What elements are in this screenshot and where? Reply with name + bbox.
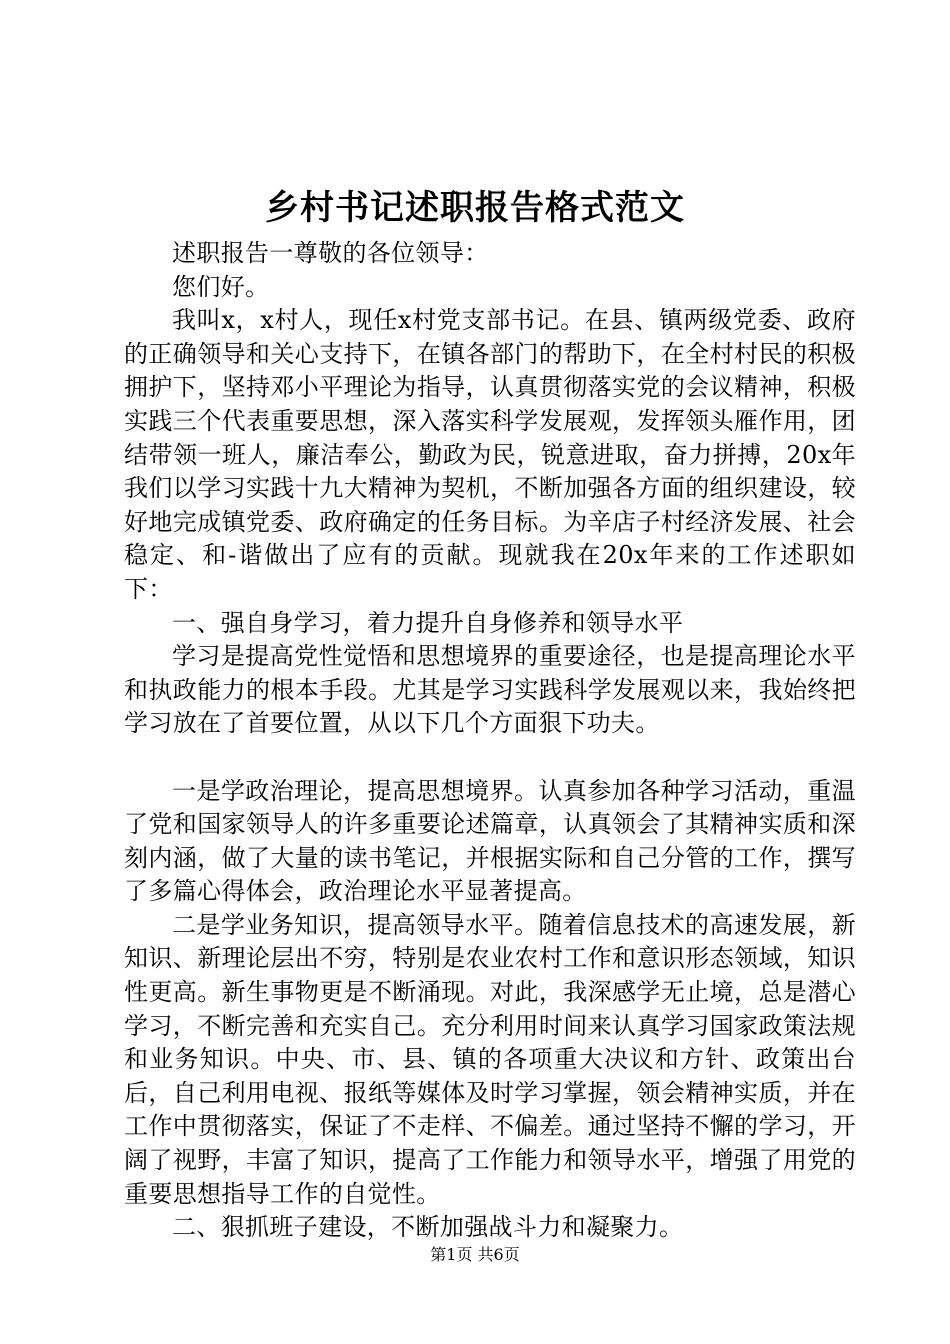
business-knowledge-paragraph: 二是学业务知识，提高领导水平。随着信息技术的高速发展，新知识、新理论层出不穷，特别是农业农村工作和意识形态领域，知识性更高。新生事物更是不断涌现。对此，我深感学无止境，总是潜心学习，不断完善和充实自己。充分利用时间来认真学习国家政策法规和业务知识。中央、市、县、镇的各项重大决议和方针、政策出台后，自己利用电视、报纸等媒体及时学习掌握，领会精神实质，并在工作中贯彻落实，保证了不走样、不偏差。通过坚持不懈的学习，开阔了视野，丰富了知识，提高了工作能力和领导水平，增强了用党的重要思想指导工作的自觉性。 [124, 910, 856, 1208]
study-overview-paragraph: 学习是提高党性觉悟和思想境界的重要途径，也是提高理论水平和执政能力的根本手段。尤其是学习实践科学发展观以来，我始终把学习放在了首要位置，从以下几个方面狠下功夫。 [124, 642, 856, 738]
introduction-paragraph: 我叫x，x村人，现任x村党支部书记。在县、镇两级党委、政府的正确领导和关心支持下，在镇各部门的帮助下，在全村村民的积极拥护下，坚持邓小平理论为指导，认真贯彻落实党的会议精神，积极实践三个代表重要思想，深入落实科学发展观，发挥领头雁作用，团结带领一班人，廉洁奉公，勤政为民，锐意进取，奋力拼搏，20x年我们以学习实践十九大精神为契机，不断加强各方面的组织建设，较好地完成镇党委、政府确定的任务目标。为辛店子村经济发展、社会稳定、和-谐做出了应有的贡献。现就我在20x年来的工作述职如下： [124, 306, 856, 603]
document-body [124, 237, 856, 1245]
section-heading-1: 一、强自身学习，着力提升自身修养和领导水平 [172, 608, 684, 637]
section-heading-2: 二、狠抓班子建设，不断加强战斗力和凝聚力。 [172, 1213, 684, 1242]
salutation-paragraph: 述职报告一尊敬的各位领导： [172, 239, 489, 267]
greeting-paragraph: 您们好。 [172, 272, 270, 301]
document-title: 乡村书记述职报告格式范文 [265, 188, 685, 228]
political-theory-paragraph: 一是学政治理论，提高思想境界。认真参加各种学习活动，重温了党和国家领导人的许多重要论述篇章，认真领会了其精神实质和深刻内涵，做了大量的读书笔记，并根据实际和自己分管的工作，撰写了多篇心得体会，政治理论水平显著提高。 [124, 776, 856, 906]
page-number-footer: 第1页 共6页 [430, 1245, 520, 1264]
